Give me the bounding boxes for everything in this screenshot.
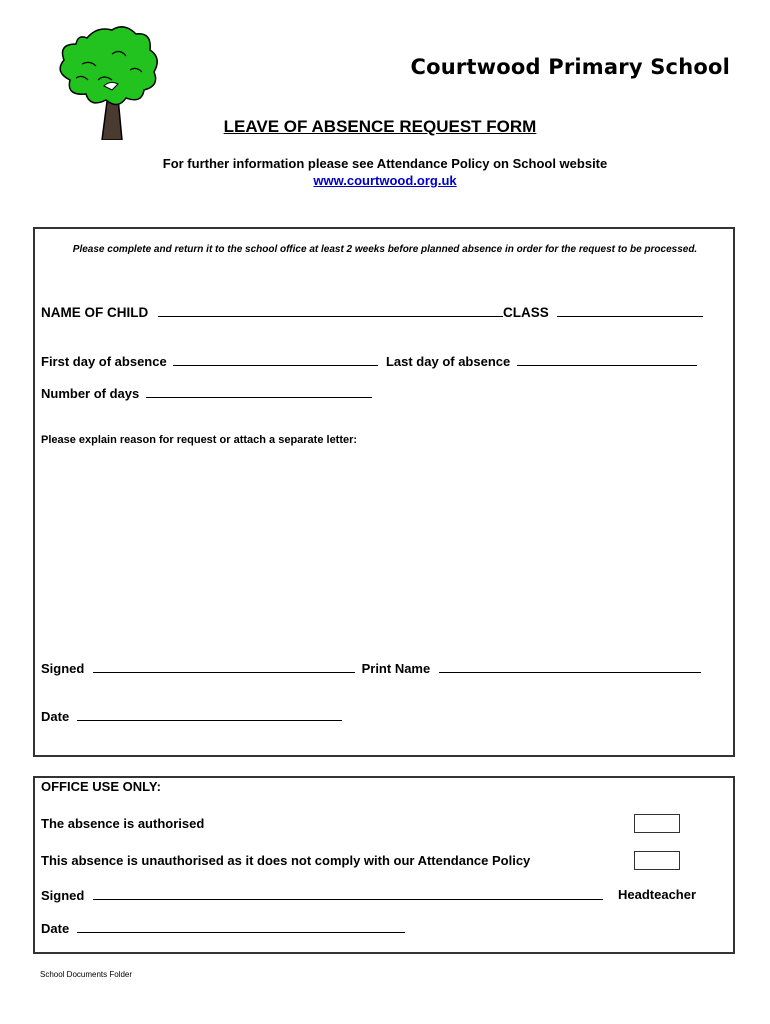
office-date-label: Date	[41, 921, 70, 936]
class-input[interactable]	[557, 304, 703, 317]
first-day-label: First day of absence	[41, 354, 167, 369]
office-date-input[interactable]	[77, 920, 405, 933]
class-label: CLASS	[503, 305, 549, 320]
first-day-input[interactable]	[173, 353, 378, 366]
footer-text: School Documents Folder	[40, 970, 133, 979]
signed-label: Signed	[41, 661, 85, 676]
print-name-input[interactable]	[439, 660, 701, 673]
instructions-note: Please complete and return it to the school office at least 2 weeks before planned absence in order for the request to be processed.	[72, 244, 698, 255]
office-signed-input[interactable]	[93, 887, 603, 900]
office-signed-label: Signed	[41, 888, 85, 903]
office-heading: OFFICE USE ONLY:	[41, 779, 161, 794]
date-input[interactable]	[77, 708, 342, 721]
reason-label: Please explain reason for request or attach a separate letter:	[41, 434, 358, 446]
form-title: LEAVE OF ABSENCE REQUEST FORM	[223, 117, 537, 136]
name-of-child-field	[41, 304, 703, 320]
name-of-child-input[interactable]	[158, 304, 503, 317]
reason-area[interactable]	[41, 452, 727, 642]
absence-dates-field	[41, 353, 697, 369]
name-of-child-label: NAME OF CHILD	[41, 305, 149, 320]
signed-input[interactable]	[93, 660, 355, 673]
number-of-days-input[interactable]	[146, 385, 372, 398]
school-name: Courtwood Primary School	[410, 55, 730, 79]
last-day-input[interactable]	[517, 353, 697, 366]
office-date-field	[41, 920, 405, 936]
authorised-checkbox[interactable]	[634, 814, 680, 833]
authorised-label: The absence is authorised	[41, 816, 205, 831]
date-field	[41, 708, 342, 724]
unauthorised-label: This absence is unauthorised as it does not comply with our Attendance Policy	[41, 853, 531, 868]
website-link[interactable]: www.courtwood.org.uk	[313, 173, 457, 188]
unauthorised-checkbox[interactable]	[634, 851, 680, 870]
info-text: For further information please see Attendance Policy on School website	[162, 156, 608, 171]
headteacher-label: Headteacher	[618, 887, 697, 902]
print-name-label: Print Name	[361, 661, 431, 676]
signed-field	[41, 660, 701, 676]
last-day-label: Last day of absence	[385, 354, 511, 369]
number-of-days-field	[41, 385, 372, 401]
office-signed-field	[41, 887, 603, 903]
date-label: Date	[41, 709, 70, 724]
number-of-days-label: Number of days	[41, 386, 140, 401]
